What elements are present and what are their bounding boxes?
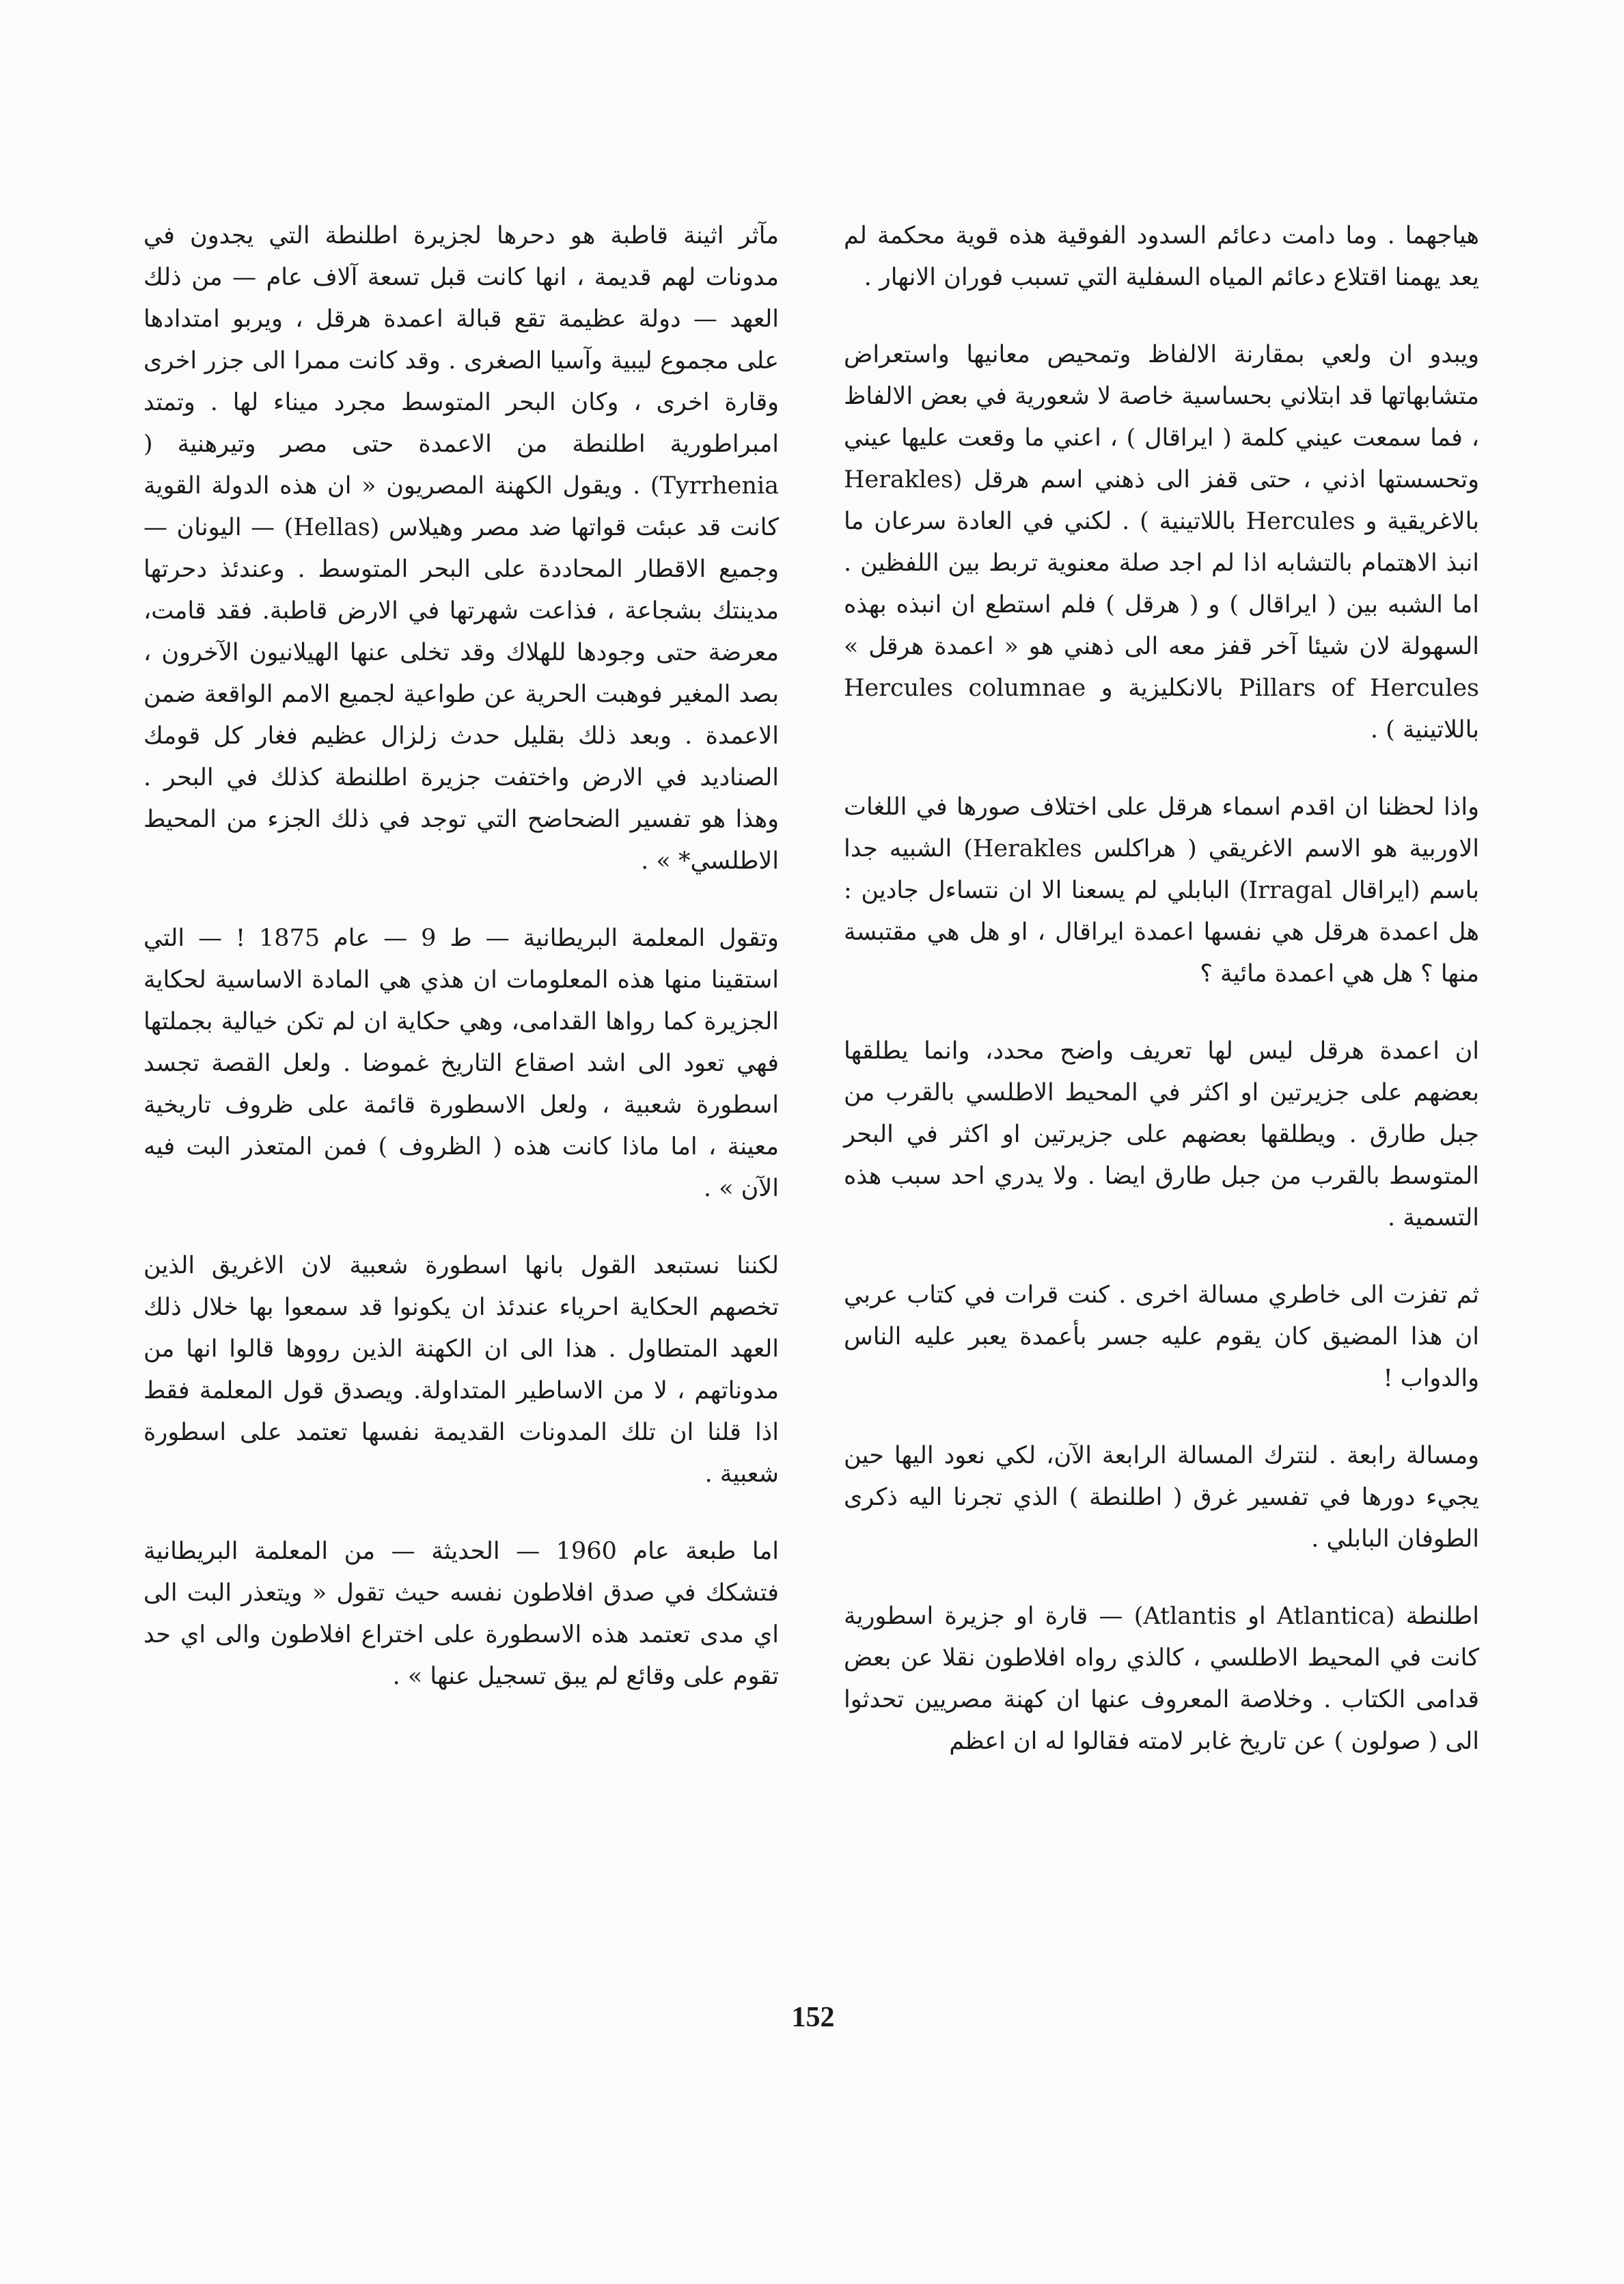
paragraph: اما طبعة عام 1960 — الحديثة — من المعلمة البريطانية فتشكك في صدق افلاطون نفسه حيث تقول « ويتعذر البت الى اي مدى تعتمد هذه الاسطورة على اختراع افلاطون والى اي حد تقوم على وقائع لم يبق تسجيل عنها » .	[143, 1538, 779, 1690]
paragraph: وتقول المعلمة البريطانية — ط 9 — عام 1875 ! — التي استقينا منها هذه المعلومات ان هذي هي المادة الاساسية لحكاية الجزيرة كما رواها القدامى، وهي حكاية ان لم تكن خيالية بجملتها فهي تعود الى اشد اصقاع التاريخ غموضا . ولعل القصة تجسد اسطورة شعبية ، ولعل الاسطورة قائمة على ظروف تاريخية معينة ، اما ماذا كانت هذه ( الظروف ) فمن المتعذر البت فيه الآن » .	[143, 925, 779, 1202]
paragraph: هياجهما . وما دامت دعائم السدود الفوقية هذه قوية محكمة لم يعد يهمنا اقتلاع دعائم المياه السفلية التي تسبب فوران الانهار .	[844, 222, 1479, 291]
paragraph: اطلنطة (Atlantica او Atlantis) — قارة او جزيرة اسطورية كانت في المحيط الاطلسي ، كالذي رواه افلاطون نقلا عن بعض قدامى الكتاب . وخلاصة المعروف عنها ان كهنة مصريين تحدثوا الى ( صولون ) عن تاريخ غابر لامته فقالوا له ان اعظم	[844, 1603, 1479, 1755]
paragraph: ان اعمدة هرقل ليس لها تعريف واضح محدد، وانما يطلقها بعضهم على جزيرتين او اكثر في المحيط الاطلسي بالقرب من جبل طارق . ويطلقها بعضهم على جزيرتين او اكثر في البحر المتوسط بالقرب من جبل طارق ايضا . ولا يدري احد سبب هذه التسمية .	[844, 1037, 1479, 1232]
page-number: 152	[791, 2002, 835, 2033]
paragraph: ثم تفزت الى خاطري مسالة اخرى . كنت قرات في كتاب عربي ان هذا المضيق كان يقوم عليه جسر بأعمدة يعبر عليه الناس والدواب !	[844, 1281, 1479, 1392]
left-column	[143, 215, 779, 1733]
paragraph: ويبدو ان ولعي بمقارنة الالفاظ وتمحيص معانيها واستعراض متشابهاتها قد ابتلاني بحساسية خاصة لا شعورية في بعض الالفاظ ، فما سمعت عيني كلمة ( ايراقال ) ، اعني ما وقعت عليها عيني وتحسستها اذني ، حتى قفز الى ذهني اسم هرقل (Herakles بالاغريقية و Hercules باللاتينية ) . لكني في العادة سرعان ما انبذ الاهتمام بالتشابه اذا لم اجد صلة معنوية تربط بين اللفظين . اما الشبه بين ( ايراقال ) و ( هرقل ) فلم استطع ان انبذه بهذه السهولة لان شيئا آخر قفز معه الى ذهني هو « اعمدة هرقل » Pillars of Hercules بالانكليزية و Hercules columnae باللاتينية ) .	[844, 341, 1480, 744]
paragraph: لكننا نستبعد القول بانها اسطورة شعبية لان الاغريق الذين تخصهم الحكاية احرياء عندئذ ان يكونوا قد سمعوا بها خلال ذلك العهد المتطاول . هذا الى ان الكهنة الذين رووها قالوا انها من مدوناتهم ، لا من الاساطير المتداولة. ويصدق قول المعلمة فقط اذا قلنا ان تلك المدونات القديمة نفسها تعتمد على اسطورة شعبية .	[143, 1252, 779, 1488]
paragraph: ومسالة رابعة . لنترك المسالة الرابعة الآن، لكي نعود اليها حين يجيء دورها في تفسير غرق ( اطلنطة ) الذي تجرنا اليه ذكرى الطوفان البابلي .	[844, 1442, 1479, 1553]
right-column	[844, 215, 1479, 1798]
paragraph: واذا لحظنا ان اقدم اسماء هرقل على اختلاف صورها في اللغات الاوربية هو الاسم الاغريقي ( هراكلس Herakles) الشبيه جدا باسم (ايراقال Irragal) البابلي لم يسعنا الا ان نتساءل جادين : هل اعمدة هرقل هي نفسها اعمدة ايراقال ، او هل هي مقتبسة منها ؟ هل هي اعمدة مائية ؟	[844, 793, 1480, 988]
paragraph: مآثر اثينة قاطبة هو دحرها لجزيرة اطلنطة التي يجدون في مدونات لهم قديمة ، انها كانت قبل تسعة آلاف عام — من ذلك العهد — دولة عظيمة تقع قبالة اعمدة هرقل ، ويربو امتدادها على مجموع ليبية وآسيا الصغرى . وقد كانت ممرا الى جزر اخرى وقارة اخرى ، وكان البحر المتوسط مجرد ميناء لها . وتمتد امبراطورية اطلنطة من الاعمدة حتى مصر وتيرهنية ( Tyrrhenia) . ويقول الكهنة المصريون « ان هذه الدولة القوية كانت قد عبئت قواتها ضد مصر وهيلاس (Hellas) — اليونان — وجميع الاقطار المحاددة على البحر المتوسط . وعندئذ دحرتها مدينتك بشجاعة ، فذاعت شهرتها في الارض قاطبة. فقد قامت، معرضة حتى وجودها للهلاك وقد تخلى عنها الهيلانيون الآخرون ، بصد المغير فوهبت الحرية عن طواعية لجميع الامم الواقعة ضمن الاعمدة . وبعد ذلك بقليل حدث زلزال عظيم فغار كل قومك الصناديد في الارض واختفت جزيرة اطلنطة كذلك في البحر . وهذا هو تفسير الضحاضح التي توجد في ذلك الجزء من المحيط الاطلسي* » .	[143, 222, 780, 875]
